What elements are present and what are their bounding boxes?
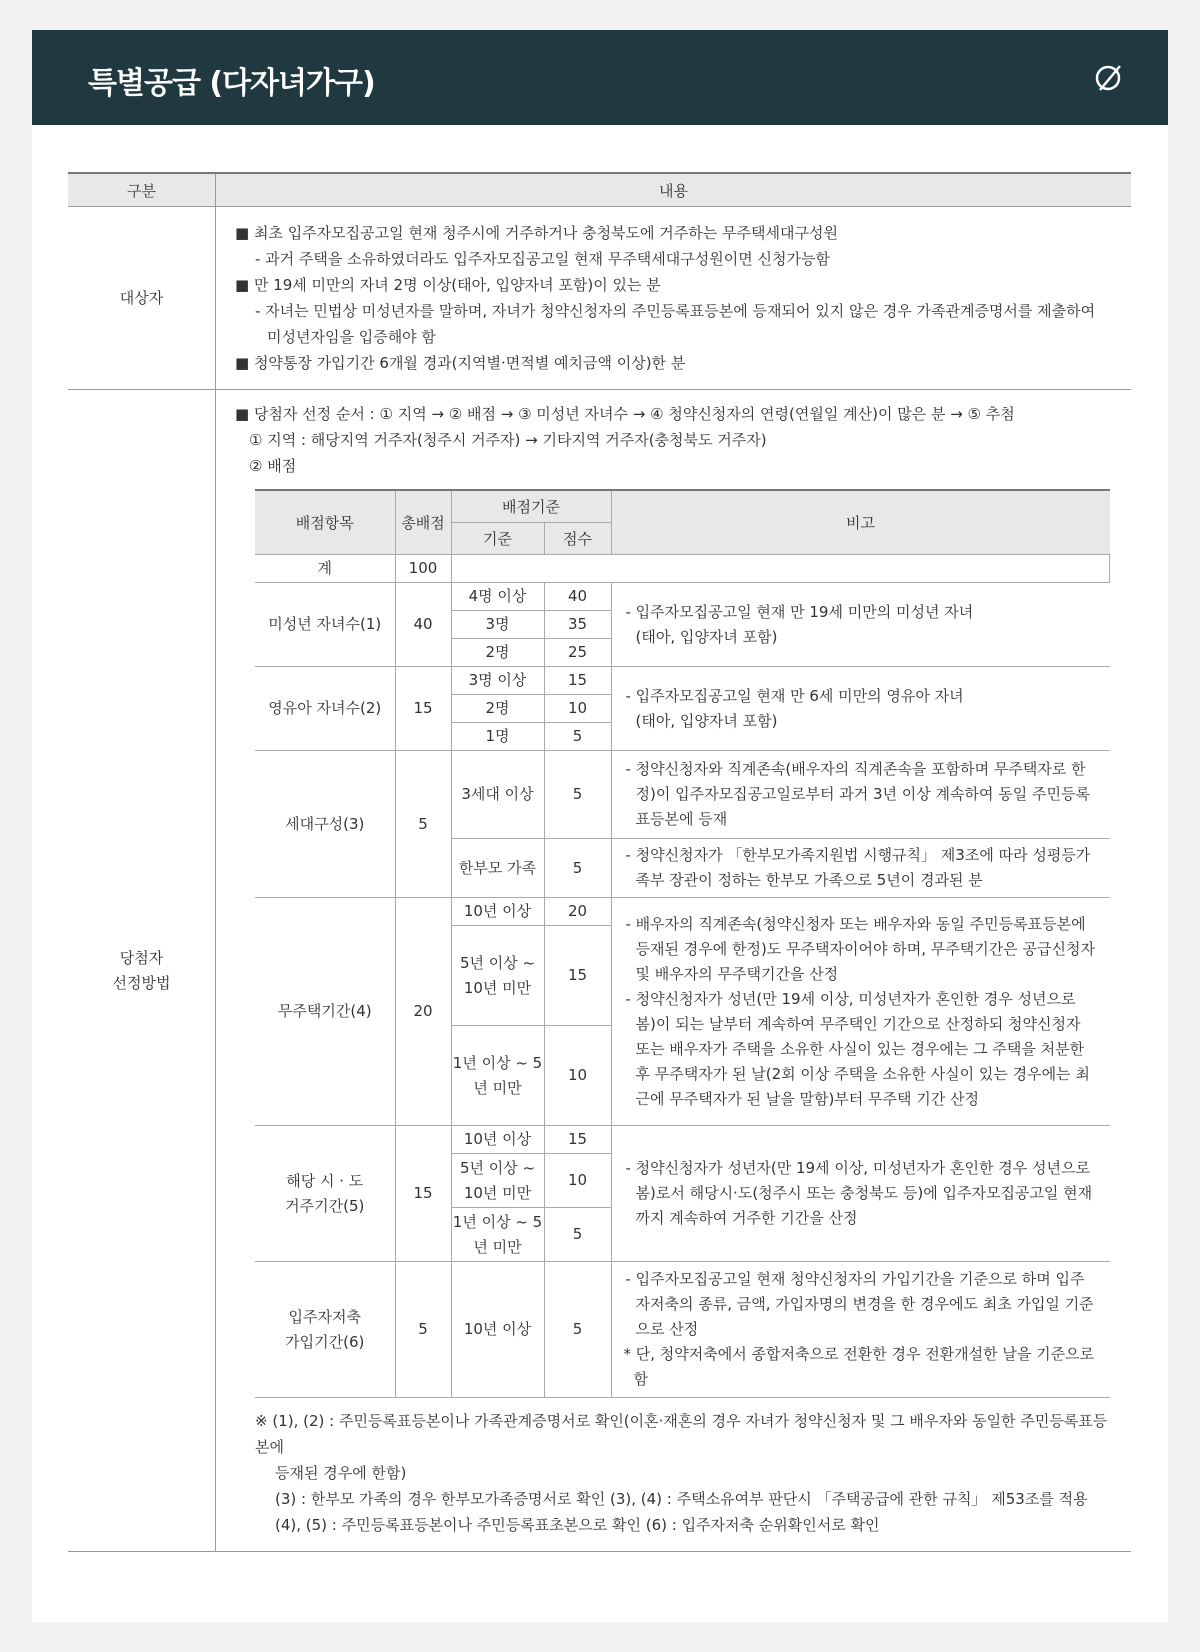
- table-row: 계 100: [255, 555, 1110, 583]
- header-category: 구분: [68, 173, 216, 207]
- target-row: [68, 207, 1131, 390]
- table-row: 무주택기간(4) 20 10년 이상 20 - 배우자의 직계존속(청약신청자 또는 배우자와 동일 주민등록표등본에 등재된 경우에 한정)도 무주택자이어야 하며, 무주택기간은 공급신청자 및 배우자의 무주택기간을 산정 - 청약신청자가 성년(만 19세 이상, 미성년자가 혼인한 경우 성년으로 봄)이 되는 날부터 계속하여 무주택인 기간으로 산정하되 청약신청자 또는 배우자가 주택을 소유한 사실이 있는 경우에는 그 주택을 처분한 후 무주택자가 된 날(2회 이상 주택을 소유한 사실이 있는 경우에는 최근에 무주택자가 된 날을 말함)부터 무주택 기간 산정: [255, 898, 1110, 926]
- selection-row: [68, 390, 1131, 1552]
- score-header-note: 비고: [611, 490, 1110, 555]
- selection-content: [217, 391, 1130, 1550]
- target-line: 미성년자임을 입증해야 함: [267, 328, 436, 346]
- target-line: ■ 청약통장 가입기간 6개월 경과(지역별·면적별 예치금액 이상)한 분: [235, 354, 686, 372]
- score-header-item: 배점항목: [255, 490, 395, 555]
- title-bar: [32, 30, 1168, 125]
- table-row: 미성년 자녀수(1) 40 4명 이상 40 - 입주자모집공고일 현재 만 19세 미만의 미성년 자녀 (태아, 입양자녀 포함): [255, 583, 1110, 611]
- table-row: 영유아 자녀수(2) 15 3명 이상 15 - 입주자모집공고일 현재 만 6세 미만의 영유아 자녀 (태아, 입양자녀 포함): [255, 667, 1110, 695]
- header-content: 내용: [216, 173, 1132, 207]
- table-row: 해당 시 · 도 거주기간(5) 15 10년 이상 15 - 청약신청자가 성년자(만 19세 이상, 미성년자가 혼인한 경우 성년으로 봄)로서 해당시·도(청주시 또는 충청북도 등)에 입주자모집공고일 현재까지 계속하여 거주한 기간을 산정: [255, 1126, 1110, 1154]
- footnote-line: (3) : 한부모 가족의 경우 한부모가족증명서로 확인 (3), (4) : 주택소유여부 판단시 「주택공급에 관한 규칙」 제53조를 적용: [275, 1490, 1088, 1508]
- footnote-line: (4), (5) : 주민등록표등본이나 주민등록표초본으로 확인 (6) : 입주자저축 순위확인서로 확인: [275, 1516, 880, 1534]
- selection-label: 당첨자 선정방법: [68, 390, 216, 1552]
- target-line: ■ 최초 입주자모집공고일 현재 청주시에 거주하거나 충청북도에 거주하는 무주택세대구성원: [235, 224, 838, 242]
- score-header-total: 총배점: [395, 490, 451, 555]
- main-table: [68, 172, 1131, 1552]
- selection-region: ① 지역 : 해당지역 거주자(청주시 거주자) → 기타지역 거주자(충청북도 거주자): [249, 431, 767, 449]
- footnote-line: ※ (1), (2) : 주민등록표등본이나 가족관계증명서로 확인(이혼·재혼의 경우 자녀가 청약신청자 및 그 배우자와 동일한 주민등록표등본에: [255, 1412, 1108, 1456]
- target-label: 대상자: [68, 207, 216, 390]
- score-table: 배점항목 총배점 배점기준 비고 기준 점수 계 100 미성년 자녀수(1) 40 4명 이상 40 - 입주자모집공고일 현재 만 19세 미만의 미성년 자녀 (태아, 입양자녀 포함) 3명 35 2명 25 영유아 자녀수(2) 15 3명 이상 15 - 입주자모집공고일 현재 만 6세 미만의 영유아 자녀 (태아, 입양자녀 포함) 2명 10 1명 5 세대구성(3) 5 3세대 이상 5 - 청약신청자와 직계존속(배우자의 직계존속을 포함하며 무주택자로 한정)이 입주자모집공고일로부터 과거 3년 이상 계속하여 동일 주민등록표등본에 등재 한부모 가족 5 - 청약신청자가 「한부모가족지원법 시행규칙」 제3조에 따라 성평등가족부 장관이 정하는 한부모 가족으로 5년이 경과된 분 무주택기간(4) 20 10년 이상 20 - 배우자의 직계존속(청약신청자 또는 배우자와 동일 주민등록표등본에 등재된 경우에 한정)도 무주택자이어야 하며, 무주택기간은 공급신청자 및 배우자의 무주택기간을 산정 - 청약신청자가 성년(만 19세 이상, 미성년자가 혼인한 경우 성년으로 봄)이 되는 날부터 계속하여 무주택인 기간으로 산정하되 청약신청자 또는 배우자가 주택을 소유한 사실이 있는 경우에는 그 주택을 처분한 후 무주택자가 된 날(2회 이상 주택을 소유한 사실이 있는 경우에는 최근에 무주택자가 된 날을 말함)부터 무주택 기간 산정 5년 이상 ~ 10년 미만 15 1년 이상 ~ 5년 미만 10 해당 시 · 도 거주기간(5) 15 10년 이상 15 - 청약신청자가 성년자(만 19세 이상, 미성년자가 혼인한 경우 성년으로 봄)로서 해당시·도(청주시 또는 충청북도 등)에 입주자모집공고일 현재까지 계속하여 거주한 기간을 산정 5년 이상 ~ 10년 미만 10 1년 이상 ~ 5년 미만 5 입주자저축 가입기간(6) 5 10년 이상 5 - 입주자모집공고일 현재 청약신청자의 가입기간을 기준으로 하며 입주자저축의 종류, 금액, 가입자명의 변경을 한 경우에도 최초 가입일 기준으로 산정 * 단, 청약저축에서 종합저축으로 전환한 경우 전환개설한 날을 기준으로 함: [255, 489, 1110, 1398]
- score-header-criteria: 배점기준: [451, 490, 611, 523]
- selection-order: ■ 당첨자 선정 순서 : ① 지역 → ② 배점 → ③ 미성년 자녀수 → ④ 청약신청자의 연령(연월일 계산)이 많은 분 → ⑤ 추첨: [235, 405, 1015, 423]
- score-title: ② 배점: [249, 457, 297, 475]
- target-content: [217, 208, 1130, 388]
- table-row: 세대구성(3) 5 3세대 이상 5 - 청약신청자와 직계존속(배우자의 직계존속을 포함하며 무주택자로 한정)이 입주자모집공고일로부터 과거 3년 이상 계속하여 동일 주민등록표등본에 등재: [255, 751, 1110, 839]
- leaf-logo-icon: [1092, 60, 1126, 94]
- score-header-points: 점수: [544, 523, 611, 555]
- footnote-line: 등재된 경우에 한함): [275, 1464, 407, 1482]
- document-page: [32, 30, 1168, 1622]
- page-title: 특별공급 (다자녀가구): [88, 66, 375, 101]
- target-line: - 과거 주택을 소유하였더라도 입주자모집공고일 현재 무주택세대구성원이면 신청가능함: [255, 250, 830, 268]
- target-line: ■ 만 19세 미만의 자녀 2명 이상(태아, 입양자녀 포함)이 있는 분: [235, 276, 661, 294]
- table-row: 입주자저축 가입기간(6) 5 10년 이상 5 - 입주자모집공고일 현재 청약신청자의 가입기간을 기준으로 하며 입주자저축의 종류, 금액, 가입자명의 변경을 한 경우에도 최초 가입일 기준으로 산정 * 단, 청약저축에서 종합저축으로 전환한 경우 전환개설한 날을 기준으로 함: [255, 1262, 1110, 1398]
- footnotes: [255, 1408, 1110, 1538]
- score-header-basis: 기준: [451, 523, 544, 555]
- target-line: - 자녀는 민법상 미성년자를 말하며, 자녀가 청약신청자의 주민등록표등본에 등재되어 있지 않은 경우 가족관계증명서를 제출하여: [255, 302, 1096, 320]
